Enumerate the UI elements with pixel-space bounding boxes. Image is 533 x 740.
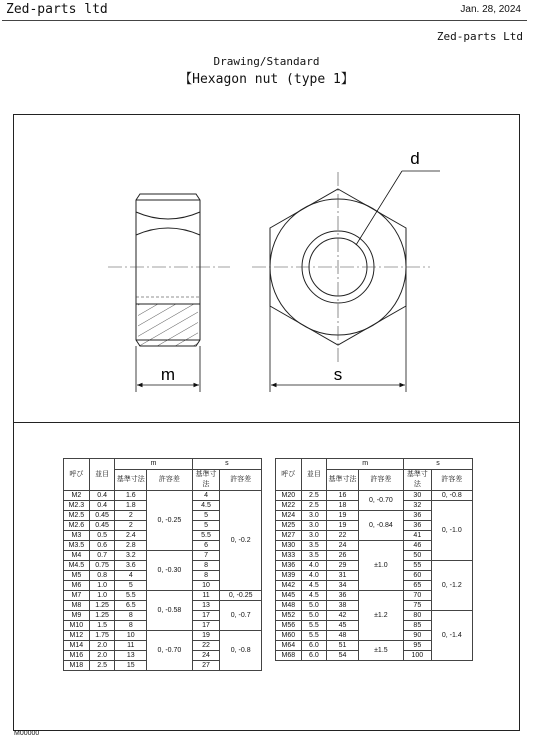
cell-nominal: M2.6	[64, 521, 90, 531]
cell-s-tolerance: 0, -0.8	[220, 631, 262, 671]
cell-s-base: 70	[404, 591, 432, 601]
cell-nominal: M2	[64, 491, 90, 501]
cell-pitch: 0.8	[89, 571, 115, 581]
cell-s-base: 32	[404, 501, 432, 511]
header-divider	[2, 20, 527, 21]
cell-nominal: M22	[276, 501, 302, 511]
cell-pitch: 0.45	[89, 521, 115, 531]
cell-pitch: 4.0	[301, 561, 327, 571]
cell-pitch: 0.5	[89, 531, 115, 541]
cell-nominal: M8	[64, 601, 90, 611]
cell-s-base: 95	[404, 641, 432, 651]
cell-pitch: 0.75	[89, 561, 115, 571]
cell-pitch: 4.0	[301, 571, 327, 581]
cell-s-base: 10	[192, 581, 220, 591]
cell-s-base: 30	[404, 491, 432, 501]
cell-pitch: 3.0	[301, 511, 327, 521]
cell-nominal: M33	[276, 551, 302, 561]
cell-nominal: M52	[276, 611, 302, 621]
cell-m-base: 31	[327, 571, 359, 581]
cell-s-base: 6	[192, 541, 220, 551]
cell-pitch: 3.5	[301, 551, 327, 561]
cell-nominal: M4.5	[64, 561, 90, 571]
cell-nominal: M14	[64, 641, 90, 651]
cell-m-base: 3.2	[115, 551, 147, 561]
cell-s-tolerance: 0, -0.8	[431, 491, 472, 501]
document-code: M00000	[14, 730, 40, 737]
cell-pitch: 5.0	[301, 611, 327, 621]
cell-pitch: 0.4	[89, 501, 115, 511]
cell-pitch: 4.5	[301, 591, 327, 601]
cell-s-base: 41	[404, 531, 432, 541]
cell-m-tolerance: 0, -0.84	[358, 511, 403, 541]
cell-s-base: 24	[192, 651, 220, 661]
header-s-base: 基準寸法	[404, 470, 432, 491]
cell-nominal: M45	[276, 591, 302, 601]
cell-m-tolerance: 0, -0.25	[147, 491, 193, 551]
cell-s-tolerance: 0, -1.0	[431, 501, 472, 561]
cell-pitch: 3.5	[301, 541, 327, 551]
frame-divider	[13, 422, 520, 423]
cell-m-base: 2.4	[115, 531, 147, 541]
cell-m-base: 45	[327, 621, 359, 631]
header-m-base: 基準寸法	[115, 470, 147, 491]
cell-m-base: 1.6	[115, 491, 147, 501]
cell-m-base: 18	[327, 501, 359, 511]
cell-s-base: 4	[192, 491, 220, 501]
dimension-label-d: d	[410, 149, 420, 168]
table-row	[276, 491, 473, 501]
cell-m-base: 13	[115, 651, 147, 661]
dimension-label-m: m	[160, 365, 176, 384]
cell-nominal: M60	[276, 631, 302, 641]
cell-s-base: 5	[192, 521, 220, 531]
cell-s-base: 85	[404, 621, 432, 631]
cell-s-base: 55	[404, 561, 432, 571]
cell-s-tolerance: 0, -0.2	[220, 491, 262, 591]
cell-m-base: 4	[115, 571, 147, 581]
cell-nominal: M24	[276, 511, 302, 521]
cell-s-base: 50	[404, 551, 432, 561]
dimension-lines	[136, 171, 440, 392]
cell-nominal: M3	[64, 531, 90, 541]
cell-m-base: 8	[115, 621, 147, 631]
cell-m-base: 11	[115, 641, 147, 651]
cell-nominal: M42	[276, 581, 302, 591]
cell-m-tolerance: 0, -0.70	[358, 491, 403, 511]
cell-m-base: 34	[327, 581, 359, 591]
cell-pitch: 0.7	[89, 551, 115, 561]
cell-pitch: 3.0	[301, 531, 327, 541]
cell-pitch: 2.5	[301, 491, 327, 501]
cell-s-base: 17	[192, 621, 220, 631]
cell-nominal: M56	[276, 621, 302, 631]
cell-m-base: 54	[327, 651, 359, 661]
cell-nominal: M7	[64, 591, 90, 601]
cell-pitch: 5.5	[301, 621, 327, 631]
cell-pitch: 5.0	[301, 601, 327, 611]
cell-m-base: 29	[327, 561, 359, 571]
cell-s-base: 22	[192, 641, 220, 651]
cell-s-base: 11	[192, 591, 220, 601]
cell-m-base: 5	[115, 581, 147, 591]
cell-pitch: 0.45	[89, 511, 115, 521]
cell-nominal: M27	[276, 531, 302, 541]
cell-nominal: M4	[64, 551, 90, 561]
cell-pitch: 2.0	[89, 651, 115, 661]
cell-s-base: 46	[404, 541, 432, 551]
spec-table-left	[63, 458, 262, 671]
cell-nominal: M5	[64, 571, 90, 581]
cell-nominal: M64	[276, 641, 302, 651]
cell-nominal: M2.5	[64, 511, 90, 521]
cell-m-base: 2	[115, 521, 147, 531]
cell-m-base: 42	[327, 611, 359, 621]
cell-s-base: 5	[192, 511, 220, 521]
cell-s-base: 80	[404, 611, 432, 621]
cell-pitch: 1.5	[89, 621, 115, 631]
cell-m-base: 19	[327, 511, 359, 521]
cell-m-base: 2.8	[115, 541, 147, 551]
table-row	[64, 631, 262, 641]
cell-pitch: 6.0	[301, 641, 327, 651]
header-m: m	[115, 459, 192, 470]
hexagon-nut-drawing	[14, 115, 519, 421]
cell-nominal: M16	[64, 651, 90, 661]
header-pitch: 並目	[89, 459, 115, 491]
cell-nominal: M25	[276, 521, 302, 531]
cell-m-base: 22	[327, 531, 359, 541]
cell-nominal: M48	[276, 601, 302, 611]
cell-m-base: 5.5	[115, 591, 147, 601]
cell-pitch: 1.25	[89, 611, 115, 621]
cell-nominal: M30	[276, 541, 302, 551]
cell-nominal: M68	[276, 651, 302, 661]
cell-pitch: 2.5	[89, 661, 115, 671]
cell-m-base: 6.5	[115, 601, 147, 611]
cell-m-base: 1.8	[115, 501, 147, 511]
cell-s-tolerance: 0, -0.25	[220, 591, 262, 601]
cell-m-base: 19	[327, 521, 359, 531]
cell-s-base: 5.5	[192, 531, 220, 541]
cell-m-base: 16	[327, 491, 359, 501]
header-company-right: Zed-parts Ltd	[436, 30, 523, 43]
cell-s-tolerance: 0, -0.7	[220, 601, 262, 631]
cell-pitch: 2.0	[89, 641, 115, 651]
cell-m-base: 3.6	[115, 561, 147, 571]
cell-nominal: M20	[276, 491, 302, 501]
cell-s-base: 8	[192, 571, 220, 581]
table-row	[64, 591, 262, 601]
cell-m-base: 10	[115, 631, 147, 641]
document-title: 【Hexagon nut (type 1】	[179, 72, 354, 87]
cell-pitch: 5.5	[301, 631, 327, 641]
header-pitch: 並目	[301, 459, 327, 491]
cell-pitch: 0.4	[89, 491, 115, 501]
cell-pitch: 1.0	[89, 591, 115, 601]
header-s: s	[404, 459, 473, 470]
header-m-tolerance: 許容差	[358, 470, 403, 491]
cell-m-tolerance: ±1.0	[358, 541, 403, 591]
cell-s-base: 65	[404, 581, 432, 591]
cell-nominal: M3.5	[64, 541, 90, 551]
cell-m-base: 38	[327, 601, 359, 611]
cell-s-base: 13	[192, 601, 220, 611]
cell-pitch: 1.0	[89, 581, 115, 591]
cell-pitch: 1.25	[89, 601, 115, 611]
cell-m-tolerance: 0, -0.70	[147, 631, 193, 671]
cell-s-base: 27	[192, 661, 220, 671]
cell-s-base: 100	[404, 651, 432, 661]
cell-m-tolerance: 0, -0.30	[147, 551, 193, 591]
cell-m-base: 48	[327, 631, 359, 641]
header-nominal: 呼び	[64, 459, 90, 491]
cell-s-tolerance: 0, -1.4	[431, 611, 472, 661]
header-nominal: 呼び	[276, 459, 302, 491]
cell-m-tolerance: ±1.5	[358, 641, 403, 661]
header-company: Zed-parts ltd	[6, 2, 108, 17]
cell-pitch: 6.0	[301, 651, 327, 661]
cell-pitch: 0.6	[89, 541, 115, 551]
cell-m-base: 15	[115, 661, 147, 671]
cell-s-base: 7	[192, 551, 220, 561]
cell-m-tolerance: 0, -0.58	[147, 591, 193, 631]
spec-table-right	[275, 458, 473, 661]
cell-m-base: 24	[327, 541, 359, 551]
header-s-tolerance: 許容差	[220, 470, 262, 491]
cell-pitch: 2.5	[301, 501, 327, 511]
cell-m-base: 51	[327, 641, 359, 651]
dimension-label-s: s	[333, 365, 343, 384]
document-subtitle: Drawing/Standard	[213, 55, 320, 68]
cell-nominal: M2.3	[64, 501, 90, 511]
cell-pitch: 3.0	[301, 521, 327, 531]
header-date: Jan. 28, 2024	[460, 4, 521, 15]
cell-pitch: 1.75	[89, 631, 115, 641]
cell-s-base: 19	[192, 631, 220, 641]
header-s-base: 基準寸法	[192, 470, 220, 491]
cell-s-base: 4.5	[192, 501, 220, 511]
header-s-tolerance: 許容差	[431, 470, 472, 491]
cell-nominal: M9	[64, 611, 90, 621]
header-m-tolerance: 許容差	[147, 470, 193, 491]
cell-s-base: 90	[404, 631, 432, 641]
cell-s-base: 75	[404, 601, 432, 611]
cell-nominal: M18	[64, 661, 90, 671]
cell-nominal: M6	[64, 581, 90, 591]
cell-m-base: 8	[115, 611, 147, 621]
side-view	[136, 194, 200, 346]
cell-nominal: M10	[64, 621, 90, 631]
cell-nominal: M12	[64, 631, 90, 641]
cell-m-tolerance: ±1.2	[358, 591, 403, 641]
cell-m-base: 26	[327, 551, 359, 561]
cell-s-base: 60	[404, 571, 432, 581]
header-s: s	[192, 459, 261, 470]
header-m: m	[327, 459, 404, 470]
header-m-base: 基準寸法	[327, 470, 359, 491]
cell-s-base: 36	[404, 511, 432, 521]
cell-nominal: M39	[276, 571, 302, 581]
cell-pitch: 4.5	[301, 581, 327, 591]
cell-m-base: 36	[327, 591, 359, 601]
cell-s-base: 17	[192, 611, 220, 621]
cell-nominal: M36	[276, 561, 302, 571]
cell-s-tolerance: 0, -1.2	[431, 561, 472, 611]
cell-m-base: 2	[115, 511, 147, 521]
table-row	[64, 491, 262, 501]
cell-s-base: 8	[192, 561, 220, 571]
cell-s-base: 36	[404, 521, 432, 531]
